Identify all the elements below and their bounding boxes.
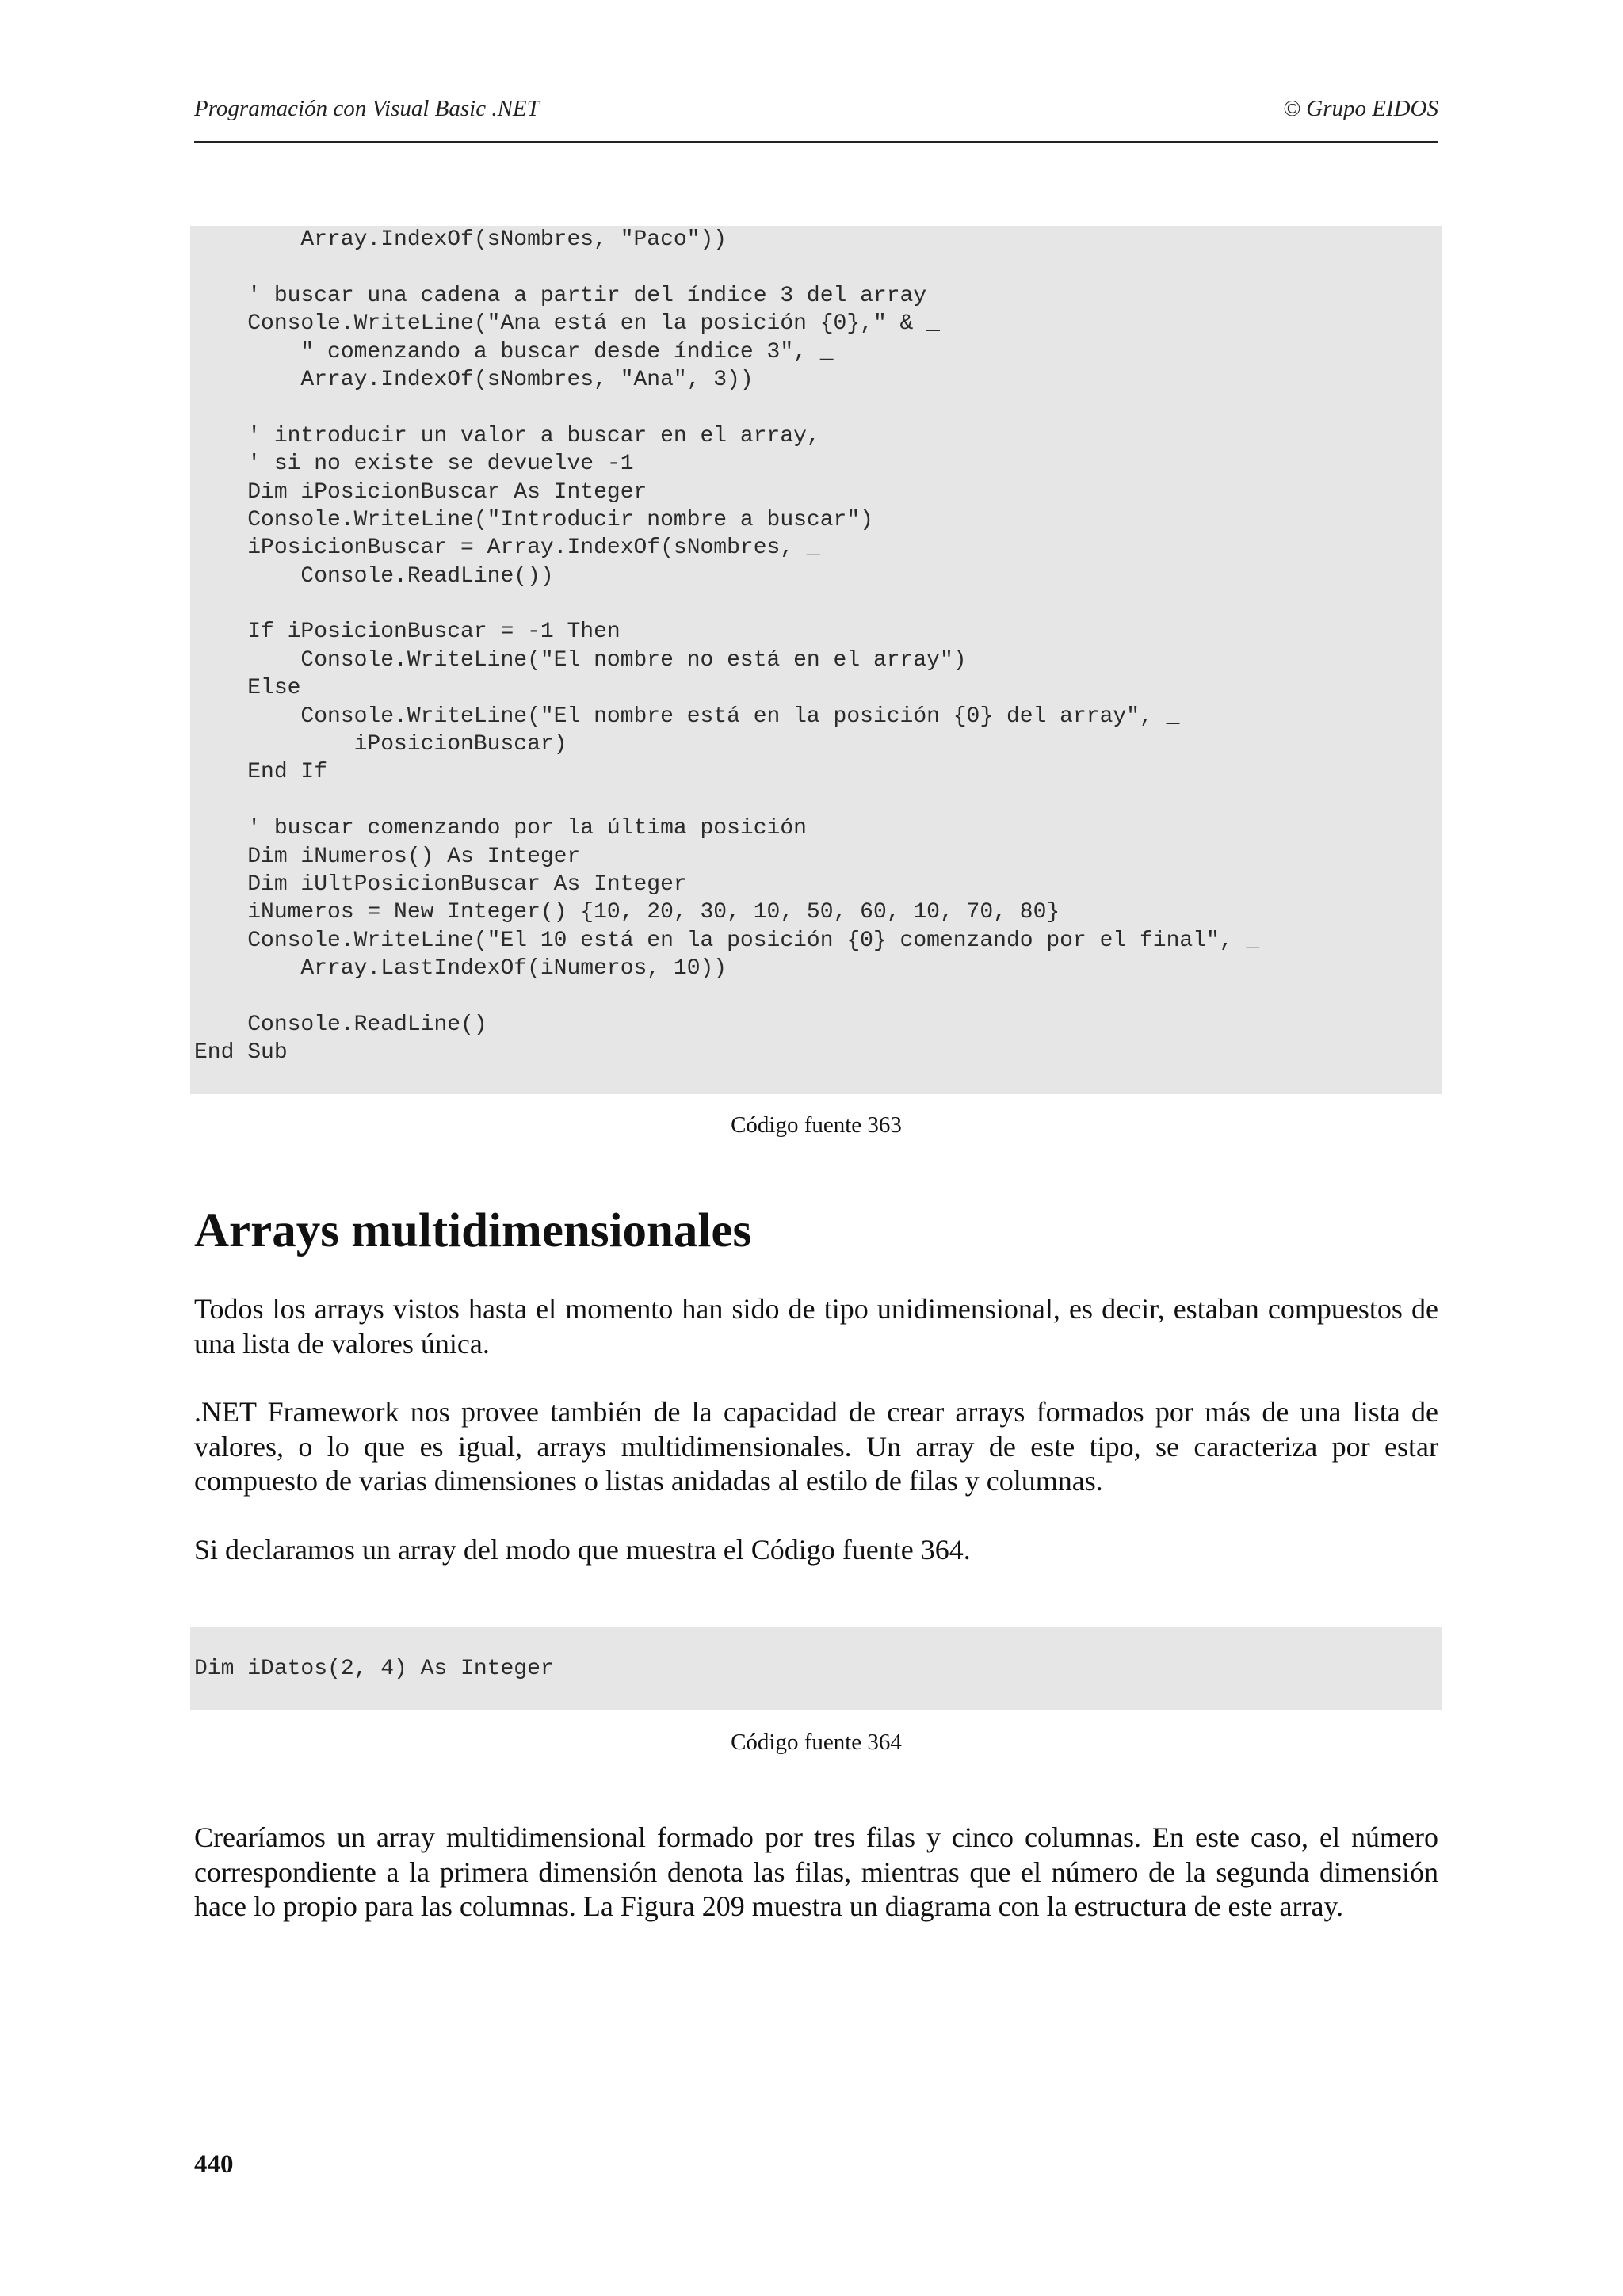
section-heading: Arrays multidimensionales [194,1204,752,1257]
paragraph-3: Si declaramos un array del modo que muestra el Código fuente 364. [194,1534,971,1566]
code-line: iPosicionBuscar) [194,732,567,757]
code-line: Console.WriteLine("El nombre está en la posición {0} del array", _ [194,704,1180,729]
code-line: Dim iNumeros() As Integer [194,844,581,869]
code-line: Console.ReadLine() [194,1012,487,1037]
code-line [194,590,1442,618]
code-line: Else [194,676,301,701]
code-line [194,254,1442,281]
code-line: End Sub [194,1040,288,1066]
code-line: Console.WriteLine("El 10 está en la posición {0} comenzando por el final", _ [194,928,1260,953]
code-block-364 [190,1627,1442,1710]
code-line: Dim iUltPosicionBuscar As Integer [194,871,687,897]
code-line: Array.IndexOf(sNombres, "Ana", 3)) [194,367,754,392]
code-line: End If [194,760,328,785]
code-line: iPosicionBuscar = Array.IndexOf(sNombres, _ [194,536,820,561]
code-line: " comenzando a buscar desde índice 3", _ [194,339,834,364]
code-line: ' buscar una cadena a partir del índice 3 del array [194,283,927,308]
code-line: ' si no existe se devuelve -1 [194,452,634,477]
code-caption-363: Código fuente 363 [731,1112,902,1138]
page-number: 440 [194,2150,234,2179]
code-line [194,394,1442,421]
code-line: Dim iPosicionBuscar As Integer [194,479,647,505]
code-line: Console.WriteLine("Introducir nombre a buscar") [194,507,873,532]
paragraph-2: .NET Framework nos provee también de la capacidad de crear arrays formados por más de una lista de valores, o lo que es igual, arrays multidimensionales. Un array de este tipo, se caracteriza por estar compuesto de varias dimensiones o listas anidadas al estilo de filas y columnas. [194,1396,1438,1497]
header-publisher: © Grupo EIDOS [1282,96,1438,121]
code-line: If iPosicionBuscar = -1 Then [194,620,621,645]
code-line: ' buscar comenzando por la última posición [194,816,807,841]
code-line: Console.WriteLine("Ana está en la posición {0}," & _ [194,311,940,337]
code-line: Array.LastIndexOf(iNumeros, 10)) [194,956,727,982]
paragraph-4: Crearíamos un array multidimensional formado por tres filas y cinco columnas. En este caso, el número correspondiente a la primera dimensión denota las filas, mientras que el número de la segunda dimensión hace lo propio para las columnas. La Figura 209 muestra un diagrama con la estructura de este array. [194,1821,1438,1922]
code-line: Console.WriteLine("El nombre no está en el array") [194,647,967,673]
header-book-title: Programación con Visual Basic .NET [194,96,540,121]
code-line: Console.ReadLine()) [194,563,554,589]
code-line [194,787,1442,814]
code-line: ' introducir un valor a buscar en el array, [194,423,820,448]
code-line: Dim iDatos(2, 4) As Integer [194,1657,554,1681]
code-line: iNumeros = New Integer() {10, 20, 30, 10, 50, 60, 10, 70, 80} [194,900,1060,925]
code-block-363 [190,226,1442,1094]
code-line [194,983,1442,1011]
running-header [194,93,1438,143]
code-line: Array.IndexOf(sNombres, "Paco")) [194,227,727,252]
code-caption-364: Código fuente 364 [731,1730,902,1755]
paragraph-1: Todos los arrays vistos hasta el momento han sido de tipo unidimensional, es decir, estaban compuestos de una lista de valores única. [194,1293,1438,1360]
